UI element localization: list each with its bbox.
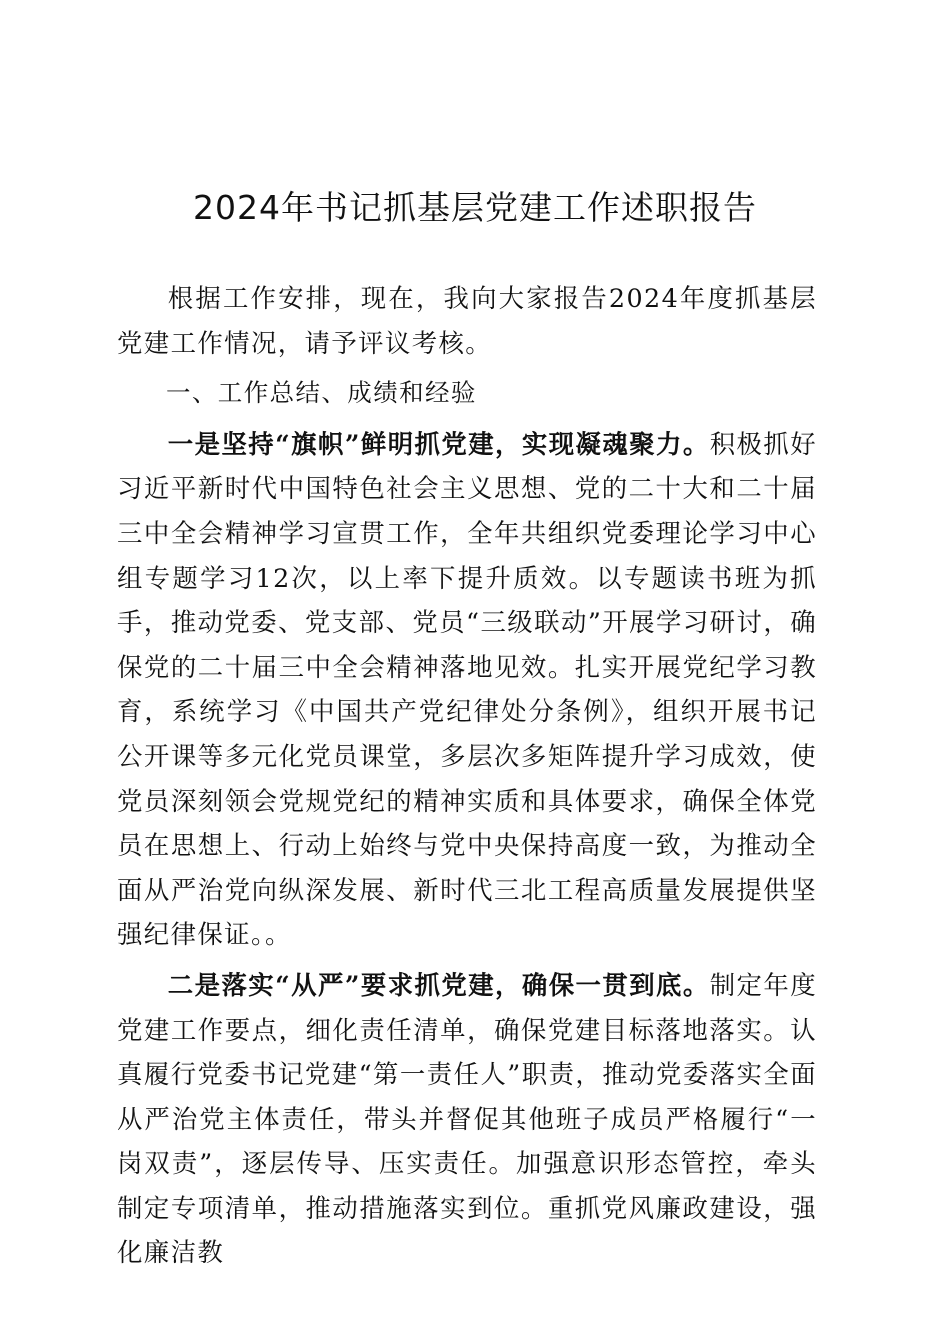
paragraph-1-text: 积极抓好习近平新时代中国特色社会主义思想、党的二十大和二十届三中全会精神学习宣贯工作，全年共组织党委理论学习中心组专题学习12次，以上率下提升质效。以专题读书班为抓手，推动党委、党支部、党员“三级联动”开展学习研讨，确保党的二十届三中全会精神落地见效。扎实开展党纪学习教育，系统学习《中国共产党纪律处分条例》，组织开展书记公开课等多元化党员课堂，多层次多矩阵提升学习成效，使党员深刻领会党规党纪的精神实质和具体要求，确保全体党员在思想上、行动上始终与党中央保持高度一致，为推动全面从严治党向纵深发展、新时代三北工程高质量发展提供坚强纪律保证。。: [117, 428, 817, 950]
paragraph-1-lead: 一是坚持“旗帜”鲜明抓党建，实现凝魂聚力。: [167, 428, 710, 459]
document-title: 2024年书记抓基层党建工作述职报告: [193, 188, 757, 227]
document-body: [117, 276, 817, 1275]
section-heading: 一、工作总结、成绩和经验: [166, 378, 477, 408]
paragraph-2-lead: 二是落实“从严”要求抓党建，确保一贯到底。: [167, 969, 710, 1000]
paragraph-2-text: 制定年度党建工作要点，细化责任清单，确保党建目标落地落实。认真履行党委书记党建“第一责任人”职责，推动党委落实全面从严治党主体责任，带头并督促其他班子成员严格履行“一岗双责”，逐层传导、压实责任。加强意识形态管控，牵头制定专项清单，推动措施落实到位。重抓党风廉政建设，强化廉洁教: [117, 969, 817, 1268]
paragraph-1: [117, 422, 817, 957]
paragraph-2: [117, 963, 817, 1275]
intro-paragraph: 根据工作安排，现在，我向大家报告2024年度抓基层党建工作情况，请予评议考核。: [117, 283, 817, 358]
